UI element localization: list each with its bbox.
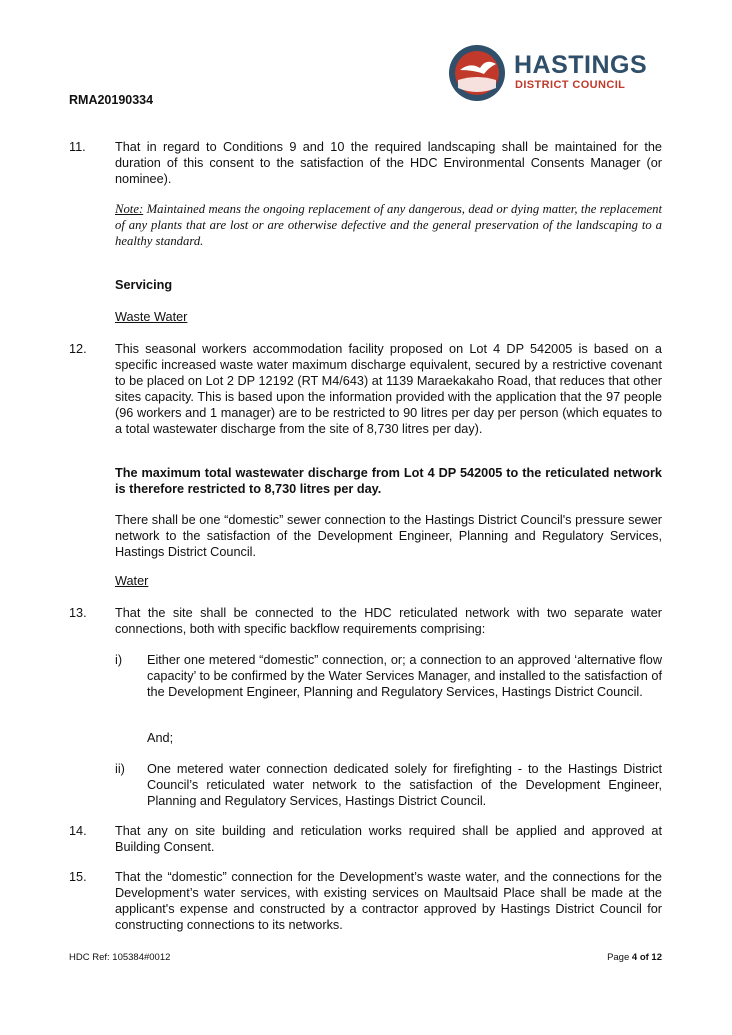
sub-item-text: One metered water connection dedicated solely for firefighting - to the Hastings District Council’s reticulated water network to the satisfaction of the Development Engineer, Planning and Regulatory Services, Hastings District Council. [147, 762, 662, 808]
conjunction-text: And; [147, 731, 174, 745]
document-reference: RMA20190334 [69, 93, 154, 107]
condition-number: 13. [69, 606, 87, 620]
note-label: Note: [115, 202, 144, 216]
condition-number: 11. [69, 140, 86, 154]
page-count: 4 of 12 [631, 952, 662, 963]
sub-item-number: ii) [115, 762, 125, 776]
condition-number: 12. [69, 342, 87, 356]
logo-wordmark: HASTINGS [514, 51, 648, 79]
condition-number: 15. [69, 870, 87, 884]
condition-text: That the site shall be connected to the HDC reticulated network with two separate water connections, both with specific backflow requirements comprising: [115, 606, 662, 636]
condition-number: 14. [69, 824, 87, 838]
logo-subtitle: DISTRICT COUNCIL [515, 79, 626, 91]
note-paragraph [115, 201, 662, 249]
section-heading: Servicing [115, 278, 173, 292]
condition-text: This seasonal workers accommodation facility proposed on Lot 4 DP 542005 is based on a specific increased waste water maximum discharge equivalent, secured by a restrictive covenant to be placed on Lot 2 DP 12192 (RT M4/643) at 1139 Maraekakaho Road, that reduces that other sites capacity. This is based upon the information provided with the application that the 97 people (96 workers and 1 manager) are to be restricted to 90 litres per day per person (which equates to a total wastewater discharge from the site of 8,730 litres per day). [115, 342, 662, 436]
note-text: Maintained means the ongoing replacement of any dangerous, dead or dying matter, the replacement of any plants that are lost or are otherwise defective and the general preservation of the landscaping to a healthy standard. [115, 202, 662, 248]
condition-text: That any on site building and reticulation works required shall be applied and approved at Building Consent. [115, 824, 662, 854]
condition-emphasis: The maximum total wastewater discharge from Lot 4 DP 542005 to the reticulated network is therefore restricted to 8,730 litres per day. [115, 466, 662, 496]
condition-text: That the “domestic” connection for the Development’s waste water, and the connections for the Development’s water services, with existing services on Maultsaid Place shall be made at the applicant's expense and constructed by a contractor approved by Hastings District Council for constructing connections to its networks. [115, 870, 662, 932]
subsection-heading: Water [115, 574, 149, 588]
hastings-logo-icon [446, 44, 508, 102]
condition-text: That in regard to Conditions 9 and 10 the required landscaping shall be maintained for the duration of this consent to the satisfaction of the HDC Environmental Consents Manager (or nominee). [115, 140, 662, 186]
condition-text: There shall be one “domestic” sewer connection to the Hastings District Council's pressure sewer network to the satisfaction of the Development Engineer, Planning and Regulatory Services, Hastings District Council. [115, 513, 662, 559]
footer-reference: HDC Ref: 105384#0012 [69, 952, 171, 963]
council-logo [446, 44, 661, 102]
subsection-heading: Waste Water [115, 310, 188, 324]
page-number [607, 952, 662, 963]
sub-item-number: i) [115, 653, 123, 667]
page-prefix: Page [607, 952, 632, 963]
sub-item-text: Either one metered “domestic” connection, or; a connection to an approved ‘alternative flow capacity’ to be confirmed by the Water Services Manager, and installed to the satisfaction of the Development Engineer, Planning and Regulatory Services, Hastings District Council. [147, 653, 662, 699]
